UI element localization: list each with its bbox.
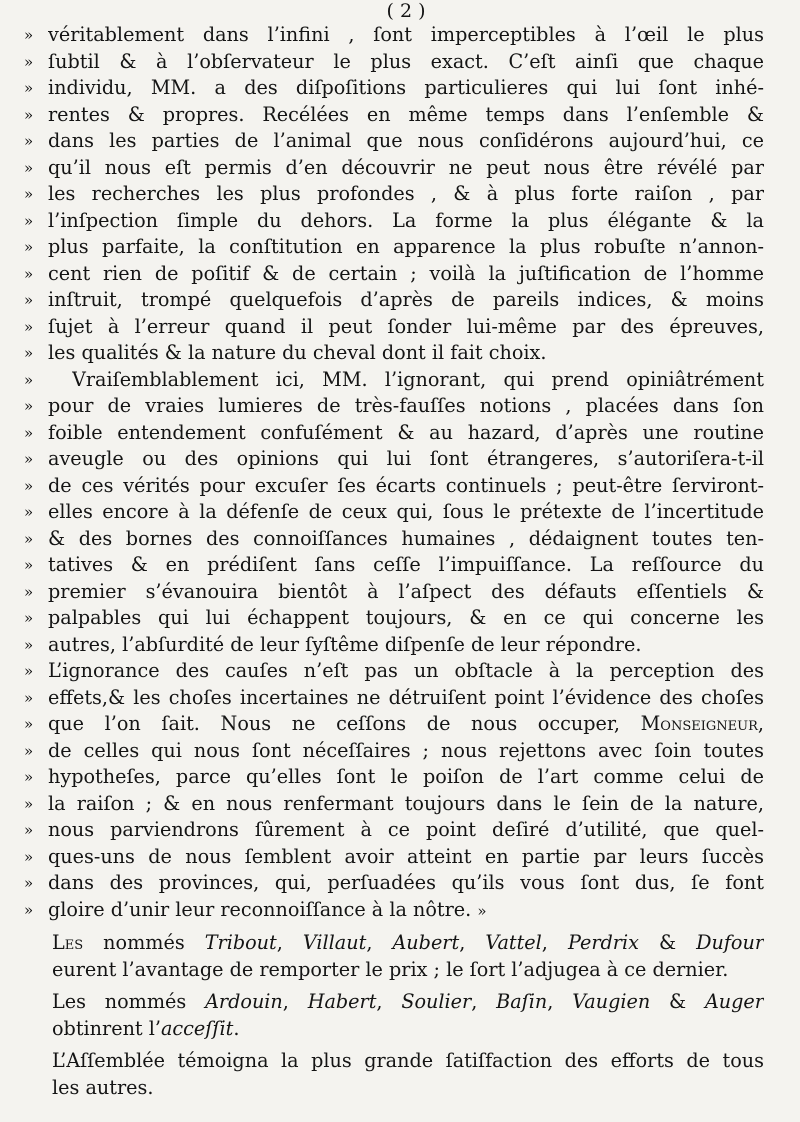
quote-mark: » (24, 582, 34, 601)
quote-text: hypotheſes, parce qu’elles ſont le poiſon de l’art comme celui de (48, 765, 764, 788)
quote-text: dans les parties de l’animal que nous conſidérons aujourd’hui, ce (48, 129, 764, 152)
quote-text: autres, l’abſurdité de leur ſyſtême diſpenſe de leur répondre. (48, 632, 642, 656)
quote-line (0, 75, 800, 102)
monseigneur: Monseigneur (640, 712, 758, 735)
quote-line (0, 552, 800, 579)
quote-line (0, 764, 800, 791)
quote-text: que l’on ſait. Nous ne ceſſons de nous occuper, Monseigneur, (48, 712, 764, 735)
results-line-4: obtinrent l’acceſſit. (52, 1016, 240, 1040)
quote-line (0, 155, 800, 182)
quote-text: & des bornes des connoiſſances humaines , dédaignent toutes ten- (48, 526, 764, 550)
quote-line (0, 128, 800, 155)
quote-mark: » (24, 476, 34, 495)
quote-text: cent rien de poſitif & de certain ; voilà la juſtification de l’homme (48, 261, 764, 285)
accessit-name: Ardouin (205, 990, 283, 1013)
quote-line (0, 314, 800, 341)
quote-line (0, 791, 800, 818)
quote-text: effets,& les choſes incertaines ne détruiſent point l’évidence des choſes (48, 685, 764, 709)
quote-mark: » (24, 529, 34, 548)
quote-line (0, 711, 800, 738)
quote-line (0, 632, 800, 659)
quote-line (0, 181, 800, 208)
winner-name: Villaut (302, 931, 367, 954)
quote-text: pour de vraies lumieres de très-fauſſes notions , placées dans ſon (48, 394, 764, 417)
quote-line (0, 393, 800, 420)
quote-text: tatives & en prédiſent ſans ceſſe l’impuiſſance. La reſſource du (48, 553, 764, 576)
quote-mark: » (24, 370, 34, 389)
quote-text: rentes & propres. Recélées en même temps dans l’enſemble & (48, 102, 764, 126)
quote-text: premier s’évanouira bientôt à l’aſpect des défauts eſſentiels & (48, 579, 764, 603)
results-line-1: Les nommés Tribout, Villaut, Aubert, Vattel, Perdrix & Dufour (52, 931, 764, 954)
quote-mark: » (24, 503, 34, 521)
quote-mark: » (24, 556, 34, 574)
quote-mark: » (24, 688, 34, 707)
quote-mark: » (24, 105, 34, 124)
quote-mark: » (24, 158, 34, 177)
quote-mark: » (24, 847, 34, 866)
accessit-name: Habert (307, 990, 377, 1013)
quote-mark: » (24, 264, 34, 283)
quote-line (0, 208, 800, 235)
quote-line (0, 49, 800, 76)
winner-name: Tribout (204, 931, 277, 954)
quote-line (0, 499, 800, 526)
quote-line (0, 605, 800, 632)
quote-mark: » (24, 52, 34, 71)
quote-text: ſujet à l’erreur quand il peut ſonder lui-même par des épreuves, (48, 314, 764, 338)
quoted-speech (0, 22, 800, 923)
quote-text: inſtruit, trompé quelquefois d’après de pareils indices, & moins (48, 288, 764, 311)
quote-mark: » (24, 26, 34, 44)
quote-mark: » (24, 741, 34, 760)
quote-line (0, 870, 800, 897)
quote-text: qu’il nous eſt permis d’en découvrir ne peut nous être révélé par (48, 155, 764, 179)
winner-name: Perdrix (567, 931, 639, 954)
prize-results (52, 930, 764, 1101)
quote-line (0, 658, 800, 685)
results-line-3: Les nommés Ardouin, Habert, Soulier, Baſin, Vaugien & Auger (52, 990, 764, 1013)
quote-line (0, 22, 800, 49)
quote-mark: » (24, 635, 34, 654)
quote-line (0, 367, 800, 394)
quote-line (0, 340, 800, 367)
quote-text: dans des provinces, qui, perſuadées qu’ils vous ſont dus, ſe font (48, 871, 764, 894)
quote-mark: » (24, 874, 34, 892)
quote-text: foible entendement confuſément & au hazard, d’après une routine (48, 420, 764, 444)
quote-mark: » (24, 317, 34, 336)
quote-text: l’inſpection ſimple du dehors. La forme la plus élégante & la (48, 208, 764, 232)
quote-line (0, 287, 800, 314)
quote-line (0, 897, 800, 924)
winner-name: Aubert (392, 931, 460, 954)
quote-line (0, 473, 800, 500)
accessit-name: Baſin (496, 990, 548, 1013)
quote-line (0, 844, 800, 871)
closing-quote: » (477, 901, 487, 920)
quote-text: plus parfaite, la conſtitution en apparence la plus robuſte n’annon- (48, 235, 764, 258)
quote-mark: » (24, 609, 34, 627)
quote-text: ſubtil & à l’obſervateur le plus exact. C’eſt ainſi que chaque (48, 49, 764, 73)
quote-mark: » (24, 185, 34, 203)
winner-name: Vattel (485, 931, 542, 954)
quote-text: véritablement dans l’infini , ſont imperceptibles à l’œil le plus (48, 23, 764, 46)
results-line-5: L’Aſſemblée témoigna la plus grande ſatiſfaction des efforts de tous (52, 1049, 764, 1072)
page-number: ( 2 ) (386, 0, 426, 22)
quote-line (0, 526, 800, 553)
quote-text: palpables qui lui échappent toujours, & en ce qui concerne les (48, 606, 764, 629)
quote-mark: » (24, 821, 34, 839)
quote-mark: » (24, 662, 34, 680)
quote-text: individu, MM. a des diſpoſitions particulieres qui lui ſont inhé- (48, 76, 764, 99)
quote-mark: » (24, 132, 34, 150)
quote-text: la raiſon ; & en nous renfermant toujours dans le ſein de la nature, (48, 791, 764, 815)
quote-mark: » (24, 450, 34, 468)
quote-line (0, 738, 800, 765)
quote-text: aveugle ou des opinions qui lui ſont étrangeres, s’autoriſera-t-il (48, 447, 764, 470)
accessit-name: Soulier (401, 990, 472, 1013)
quote-line (0, 446, 800, 473)
quote-mark: » (24, 397, 34, 415)
quote-mark: » (24, 238, 34, 256)
quote-mark: » (24, 344, 34, 362)
accessit-name: Auger (704, 990, 764, 1013)
quote-text: elles encore à la défenſe de ceux qui, ſous le prétexte de l’incertitude (48, 500, 764, 523)
quote-line (0, 420, 800, 447)
quote-line (0, 685, 800, 712)
quote-mark: » (24, 291, 34, 309)
quote-text: les recherches les plus profondes , & à plus forte raiſon , par (48, 182, 764, 205)
quote-line (0, 579, 800, 606)
quote-mark: » (24, 900, 34, 919)
quote-mark: » (24, 794, 34, 813)
quote-line (0, 234, 800, 261)
quote-mark: » (24, 79, 34, 97)
results-line-6: les autres. (52, 1075, 154, 1099)
quote-line (0, 261, 800, 288)
accessit-name: Vaugien (572, 990, 651, 1013)
quote-mark: » (24, 211, 34, 230)
quote-text: Vraiſemblablement ici, MM. l’ignorant, qui prend opiniâtrément (72, 367, 764, 391)
quote-mark: » (24, 715, 34, 733)
results-lead: Les (52, 931, 84, 954)
quote-line (0, 817, 800, 844)
winner-name: Dufour (696, 931, 764, 954)
quote-text: ques-uns de nous ſemblent avoir atteint en partie par leurs ſuccès (48, 844, 764, 868)
quote-mark: » (24, 768, 34, 786)
quote-text: nous parviendrons ſûrement à ce point deſiré d’utilité, que quel- (48, 818, 764, 841)
quote-line (0, 102, 800, 129)
quote-mark: » (24, 423, 34, 442)
quote-text: de ces vérités pour excuſer ſes écarts continuels ; peut-être ſerviront- (48, 473, 764, 497)
quote-text: de celles qui nous ſont néceſſaires ; nous rejettons avec ſoin toutes (48, 738, 764, 762)
quote-text: L’ignorance des cauſes n’eſt pas un obſtacle à la perception des (48, 659, 764, 682)
quote-text: les qualités & la nature du cheval dont il fait choix. (48, 341, 547, 364)
quote-text: gloire d’unir leur reconnoiſſance à la nôtre. » (48, 897, 487, 921)
results-line-2: eurent l’avantage de remporter le prix ; le ſort l’adjugea à ce dernier. (52, 957, 729, 981)
